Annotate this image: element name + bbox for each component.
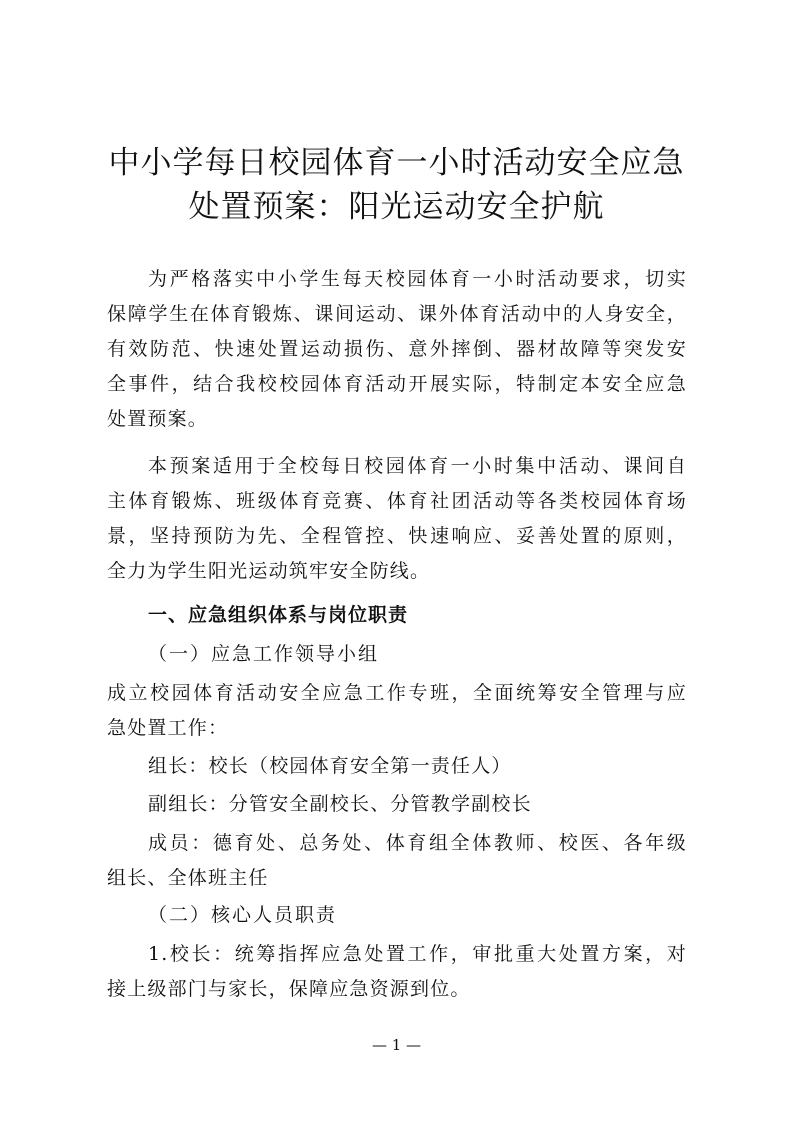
members-line: 成员：德育处、总务处、体育组全体教师、校医、各年级 <box>148 832 687 854</box>
intro-paragraph-2-line: 全力为学生阳光运动筑牢安全防线。 <box>107 560 431 582</box>
principal-duty-line: 1.校长：统筹指挥应急处置工作，审批重大处置方案，对 <box>148 943 687 965</box>
document-title-line-2: 处置预案：阳光运动安全护航 <box>188 189 605 225</box>
intro-paragraph-2-line: 本预案适用于全校每日校园体育一小时集中活动、课间自 <box>148 455 687 477</box>
page-number: — 1 — <box>371 1036 422 1054</box>
intro-paragraph-1-line: 保障学生在体育锻炼、课间运动、课外体育活动中的人身安全， <box>107 303 687 325</box>
document-title-line-1: 中小学每日校园体育一小时活动安全应急 <box>108 145 685 181</box>
section-1-heading: 一、应急组织体系与岗位职责 <box>148 604 409 626</box>
subsection-1-description-line: 急处置工作： <box>107 717 229 739</box>
principal-duty-line: 接上级部门与家长，保障应急资源到位。 <box>107 978 471 1000</box>
intro-paragraph-2-line: 景，坚持预防为先、全程管控、快速响应、妥善处置的原则， <box>107 525 687 547</box>
intro-paragraph-1-line: 全事件，结合我校校园体育活动开展实际，特制定本安全应急 <box>107 373 687 395</box>
intro-paragraph-1-line: 有效防范、快速处置运动损伤、意外摔倒、器材故障等突发安 <box>107 338 687 360</box>
subsection-1-heading: （一）应急工作领导小组 <box>148 643 380 665</box>
intro-paragraph-2-line: 主体育锻炼、班级体育竞赛、体育社团活动等各类校园体育场 <box>107 490 687 512</box>
subsection-2-heading: （二）核心人员职责 <box>148 904 338 926</box>
members-line: 组长、全体班主任 <box>107 867 269 889</box>
deputy-leader-line: 副组长：分管安全副校长、分管教学副校长 <box>148 793 532 815</box>
intro-paragraph-1-line: 处置预案。 <box>107 408 209 430</box>
group-leader-line: 组长：校长（校园体育安全第一责任人） <box>148 755 512 777</box>
subsection-1-description-line: 成立校园体育活动安全应急工作专班，全面统筹安全管理与应 <box>107 682 687 704</box>
intro-paragraph-1-line: 为严格落实中小学生每天校园体育一小时活动要求，切实 <box>148 268 687 290</box>
